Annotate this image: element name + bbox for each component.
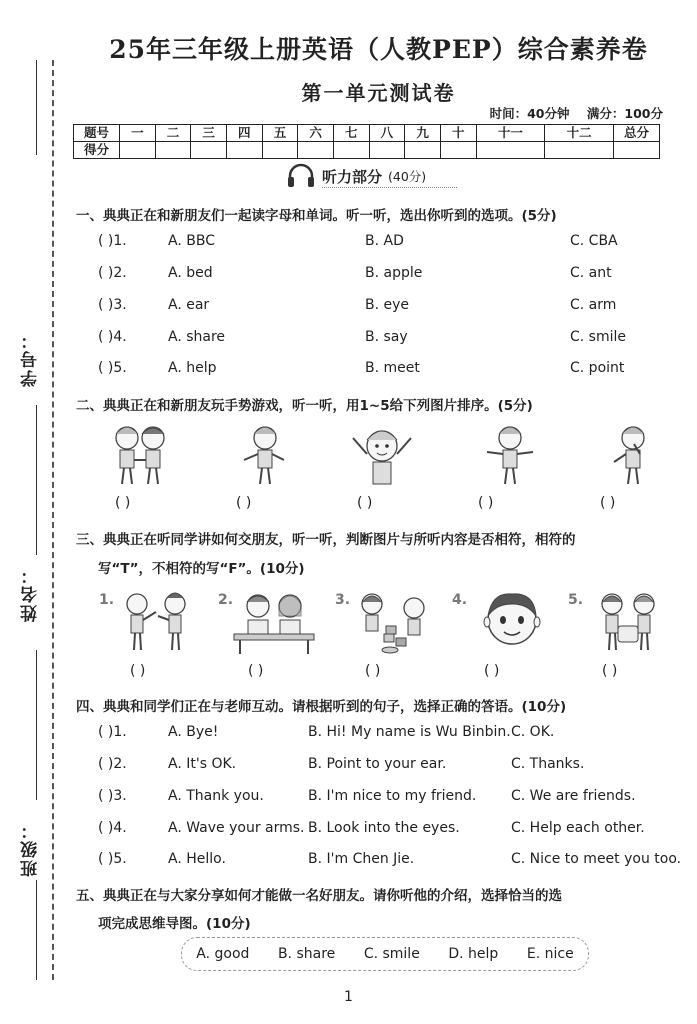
- section-4-title: 四、典典和同学们正在与老师互动。请根据听到的句子，选择正确的答语。(10分): [76, 699, 567, 715]
- score-table-cell: 十一: [476, 125, 545, 142]
- score-table-cell: 十二: [545, 125, 614, 142]
- answer-blank[interactable]: ( )5.: [98, 851, 127, 867]
- true-false-blank[interactable]: ( ): [130, 663, 146, 679]
- word-option: E. nice: [526, 946, 574, 962]
- picture-kids-arguing: [112, 588, 200, 656]
- score-table-cell: 一: [120, 125, 156, 142]
- score-table-cell: 题号: [74, 125, 120, 142]
- true-false-blank[interactable]: ( ): [602, 663, 618, 679]
- score-input-cell[interactable]: [369, 142, 405, 159]
- score-input-cell[interactable]: [120, 142, 156, 159]
- picture-number: 1.: [99, 592, 115, 608]
- option-a: A. share: [168, 329, 226, 345]
- word-option: B. share: [277, 946, 336, 962]
- option-b: B. AD: [365, 233, 404, 249]
- option-c: C. ant: [570, 265, 612, 281]
- option-c: C. CBA: [570, 233, 618, 249]
- listening-label: 听力部分: [322, 167, 383, 186]
- score-input-cell[interactable]: [226, 142, 262, 159]
- picture-kid-pointing-self: [598, 420, 668, 490]
- score-input-cell[interactable]: [440, 142, 476, 159]
- option-b: B. apple: [365, 265, 423, 281]
- name-line: [36, 650, 37, 800]
- score-input-cell[interactable]: [405, 142, 441, 159]
- option-b: B. say: [365, 329, 408, 345]
- option-c: C. Nice to meet you too.: [511, 851, 682, 867]
- time-score-info: [490, 104, 663, 122]
- section-1-title: 一、典典正在和新朋友们一起读字母和单词。听一听，选出你听到的选项。(5分): [76, 208, 557, 224]
- score-table-cell: 得分: [74, 142, 120, 159]
- class-label: 班级：: [21, 820, 41, 877]
- option-c: C. point: [570, 360, 625, 376]
- word-option: A. good: [196, 946, 250, 962]
- exam-title: 25年三年级上册英语（人教PEP）综合素养卷: [109, 35, 648, 64]
- option-b: B. I'm Chen Jie.: [308, 851, 415, 867]
- listening-section-header: [286, 163, 426, 189]
- score-input-cell[interactable]: [298, 142, 334, 159]
- option-a: A. ear: [168, 297, 210, 313]
- answer-blank[interactable]: ( )3.: [98, 788, 127, 804]
- score-table-cell: 三: [191, 125, 227, 142]
- score-table-cell: 八: [369, 125, 405, 142]
- picture-kid-arms-open: [475, 420, 545, 490]
- binding-dashed-line: [52, 60, 54, 980]
- student-number-label: 学号：: [21, 330, 41, 387]
- score-table-cell: 四: [226, 125, 262, 142]
- binding-solid-line: [36, 60, 37, 155]
- section-5-title-cont: 项完成思维导图。(10分): [98, 916, 251, 932]
- exam-subtitle: 第一单元测试卷: [301, 81, 456, 105]
- picture-number: 4.: [452, 592, 468, 608]
- picture-number: 2.: [218, 592, 234, 608]
- divider: [322, 187, 457, 188]
- answer-blank[interactable]: ( )3.: [98, 297, 127, 313]
- answer-blank[interactable]: ( )1.: [98, 724, 127, 740]
- word-option: C. smile: [363, 946, 420, 962]
- headphones-icon: [286, 163, 316, 189]
- answer-blank[interactable]: ( )4.: [98, 820, 127, 836]
- score-table-cell: 总分: [614, 125, 660, 142]
- picture-kid-pointing: [230, 420, 300, 490]
- score-table-header-row: [74, 125, 660, 142]
- answer-blank[interactable]: ( )1.: [98, 233, 127, 249]
- picture-kids-carrying-basket: [588, 588, 668, 656]
- option-a: A. Hello.: [168, 851, 226, 867]
- score-input-cell[interactable]: [545, 142, 614, 159]
- option-b: B. Point to your ear.: [308, 756, 447, 772]
- option-b: B. Look into the eyes.: [308, 820, 460, 836]
- name-label: 姓名：: [21, 565, 41, 622]
- score-input-cell[interactable]: [191, 142, 227, 159]
- option-c: C. Help each other.: [511, 820, 645, 836]
- score-input-cell[interactable]: [333, 142, 369, 159]
- option-a: A. Thank you.: [168, 788, 264, 804]
- score-table-cell: 二: [155, 125, 191, 142]
- score-table-cell: 七: [333, 125, 369, 142]
- section-2-title: 二、典典正在和新朋友玩手势游戏，听一听，用1~5给下列图片排序。(5分): [76, 398, 533, 414]
- score-table-cell: 五: [262, 125, 298, 142]
- answer-blank[interactable]: ( )4.: [98, 329, 127, 345]
- ordering-blank[interactable]: ( ): [478, 495, 494, 511]
- picture-number: 3.: [335, 592, 351, 608]
- full-score: 满分：100分: [586, 106, 663, 121]
- score-input-cell[interactable]: [614, 142, 660, 159]
- option-b: B. eye: [365, 297, 410, 313]
- student-number-line: [36, 405, 37, 555]
- option-a: A. Bye!: [168, 724, 219, 740]
- answer-blank[interactable]: ( )5.: [98, 360, 127, 376]
- ordering-blank[interactable]: ( ): [115, 495, 131, 511]
- picture-kid-waving: [345, 420, 420, 490]
- ordering-blank[interactable]: ( ): [600, 495, 616, 511]
- true-false-blank[interactable]: ( ): [365, 663, 381, 679]
- option-c: C. Thanks.: [511, 756, 585, 772]
- option-a: A. help: [168, 360, 217, 376]
- section-3-title: 三、典典正在听同学讲如何交朋友，听一听，判断图片与所听内容是否相符，相符的: [76, 532, 576, 548]
- option-b: B. meet: [365, 360, 420, 376]
- true-false-blank[interactable]: ( ): [248, 663, 264, 679]
- option-c: C. We are friends.: [511, 788, 636, 804]
- word-option: D. help: [448, 946, 499, 962]
- score-input-cell[interactable]: [155, 142, 191, 159]
- score-table-score-row: [74, 142, 660, 159]
- score-table-cell: 六: [298, 125, 334, 142]
- section-5-title: 五、典典正在与大家分享如何才能做一名好朋友。请你听他的介绍，选择恰当的选: [76, 888, 562, 904]
- picture-two-kids-holding-hands: [100, 420, 180, 490]
- true-false-blank[interactable]: ( ): [484, 663, 500, 679]
- section-3-title-cont: 写“T”，不相符的写“F”。(10分): [98, 561, 305, 577]
- word-bank: [181, 937, 589, 971]
- listening-points: (40分): [388, 169, 427, 184]
- option-b: B. Hi! My name is Wu Binbin.: [308, 724, 511, 740]
- ordering-blank[interactable]: ( ): [357, 495, 373, 511]
- score-table-cell: 十: [440, 125, 476, 142]
- option-c: C. OK.: [511, 724, 555, 740]
- page-number: 1: [344, 989, 353, 1005]
- option-a: A. Wave your arms.: [168, 820, 305, 836]
- class-line: [36, 880, 37, 980]
- score-input-cell[interactable]: [262, 142, 298, 159]
- option-a: A. bed: [168, 265, 213, 281]
- picture-kids-reading: [230, 588, 318, 656]
- option-c: C. arm: [570, 297, 617, 313]
- time-limit: 时间：40分钟: [489, 106, 570, 121]
- picture-boy-face-smiling: [478, 588, 546, 656]
- option-a: A. BBC: [168, 233, 215, 249]
- picture-kids-playing-blocks: [350, 588, 438, 656]
- score-input-cell[interactable]: [476, 142, 545, 159]
- ordering-blank[interactable]: ( ): [236, 495, 252, 511]
- answer-blank[interactable]: ( )2.: [98, 756, 127, 772]
- answer-blank[interactable]: ( )2.: [98, 265, 127, 281]
- picture-number: 5.: [568, 592, 584, 608]
- option-b: B. I'm nice to my friend.: [308, 788, 477, 804]
- score-table-cell: 九: [405, 125, 441, 142]
- option-a: A. It's OK.: [168, 756, 237, 772]
- option-c: C. smile: [570, 329, 626, 345]
- score-table: [73, 124, 660, 159]
